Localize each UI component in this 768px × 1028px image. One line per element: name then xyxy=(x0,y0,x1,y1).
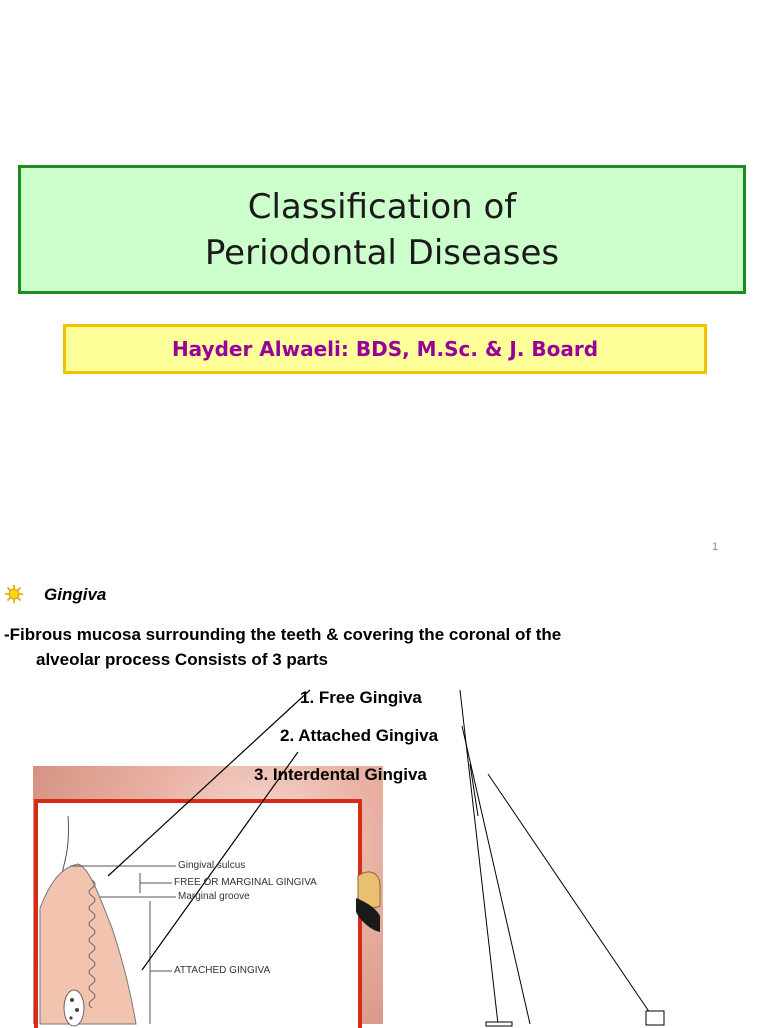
label-attached-gingiva: ATTACHED GINGIVA xyxy=(174,965,271,976)
gingiva-diagram xyxy=(0,568,768,1024)
gingiva-slide xyxy=(0,568,768,1024)
bone-dot xyxy=(69,1016,72,1019)
author-box xyxy=(63,324,707,374)
label-marginal-groove: Marginal groove xyxy=(178,891,250,902)
description-line-2: alveolar process Consists of 3 parts xyxy=(36,650,328,669)
bone-shape xyxy=(64,990,84,1026)
tooth-outline xyxy=(62,816,69,873)
gingiva-heading: Gingiva xyxy=(44,585,107,604)
part-free-gingiva: 1. Free Gingiva xyxy=(300,688,422,707)
label-free-marginal-gingiva: FREE OR MARGINAL GINGIVA xyxy=(174,877,317,888)
title-line-2: Periodontal Diseases xyxy=(204,232,560,273)
gum-tissue-shape xyxy=(40,864,136,1024)
author-name: Hayder Alwaeli: BDS, M.Sc. & J. Board xyxy=(171,337,599,361)
label-gingival-sulcus: Gingival sulcus xyxy=(178,860,246,871)
title-line-1: Classification of xyxy=(247,186,517,227)
part-interdental-gingiva: 3. Interdental Gingiva xyxy=(254,765,427,784)
bone-dot xyxy=(75,1008,79,1012)
pointer-interdental-gingiva xyxy=(488,774,652,1016)
pointer-line xyxy=(462,726,530,1024)
title-box xyxy=(18,165,746,294)
description-line-1: -Fibrous mucosa surrounding the teeth & covering the coronal of the xyxy=(4,625,562,644)
callout-box xyxy=(486,1022,512,1026)
callout-box xyxy=(646,1011,664,1025)
bone-dot xyxy=(70,998,74,1002)
part-attached-gingiva: 2. Attached Gingiva xyxy=(280,726,439,745)
page-number: 1 xyxy=(712,541,719,553)
